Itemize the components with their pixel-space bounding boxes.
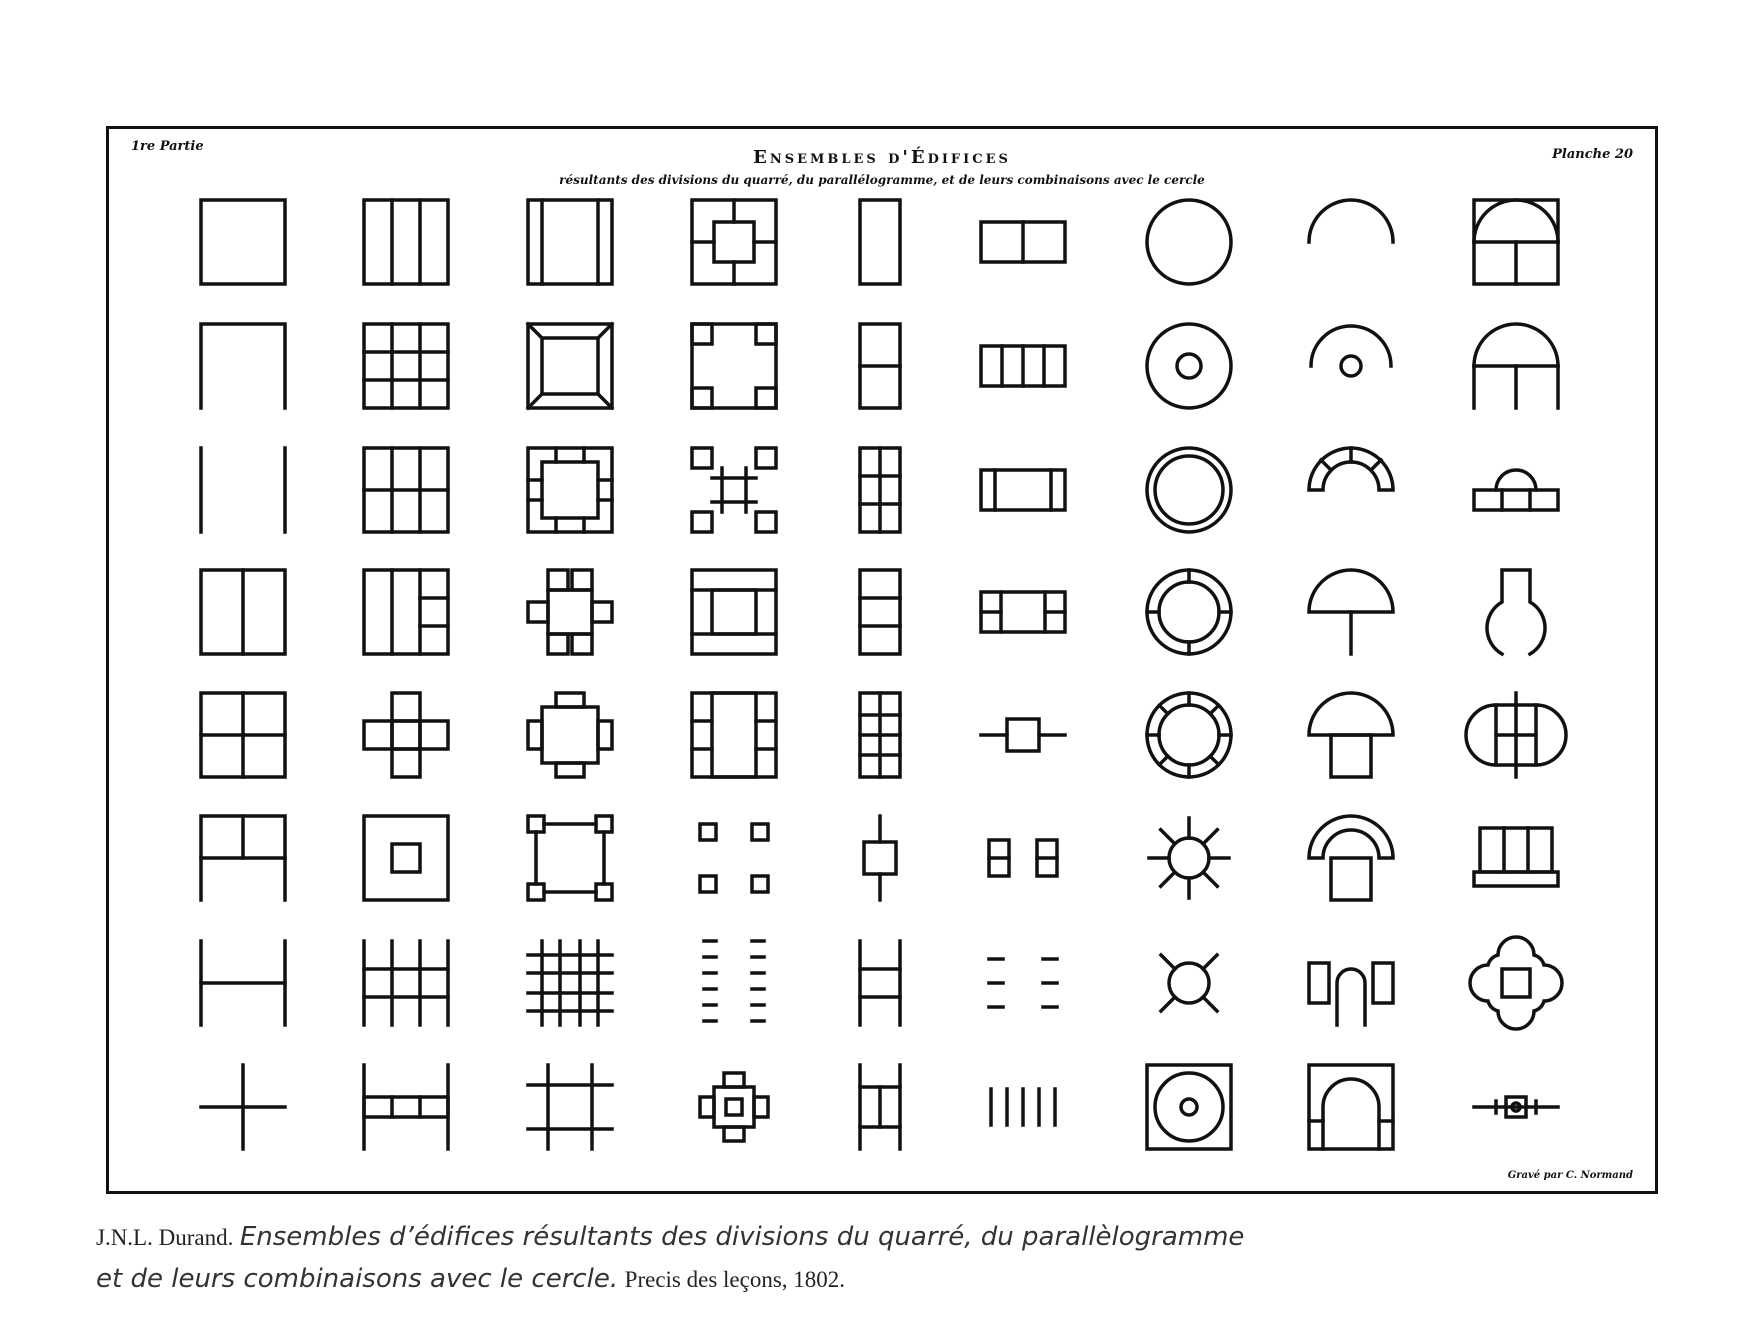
plan-square-split-grid [364, 570, 448, 654]
plan-corner-pavilions [528, 816, 612, 900]
plan-court-ring-rooms [528, 448, 612, 532]
plan-oval-cross [1466, 693, 1566, 777]
caption-author: J.N.L. Durand. [96, 1225, 234, 1250]
plan-small-dome-block [1474, 470, 1558, 510]
plan-cross-lines [201, 1065, 285, 1149]
plan-mushroom [1309, 693, 1393, 777]
plan-arch-pavilion [1309, 816, 1393, 900]
plan-tall-rect-rooms [860, 570, 900, 654]
plan-arc-with-dot [1311, 326, 1391, 376]
plan-hash-grid [528, 941, 612, 1025]
plan-diamond-axis [864, 816, 896, 900]
plan-square-3-bays-narrow [528, 200, 612, 284]
plan-square-3-bays [364, 200, 448, 284]
plan-bays-between-posts [364, 1065, 448, 1149]
plan-tall-grid [860, 448, 900, 532]
plan-five-lines [991, 1089, 1055, 1125]
plate-series: 1re Partie [131, 139, 204, 154]
plan-cross-court [692, 324, 776, 408]
plan-square-quarters [201, 693, 285, 777]
plan-court-side-rooms [692, 693, 776, 777]
plan-quatrefoil [1470, 937, 1562, 1029]
plan-tall-rect [860, 200, 900, 284]
plan-pedestal [1474, 828, 1558, 886]
plan-square-ring-rooms [528, 324, 612, 408]
caption [96, 1216, 1596, 1300]
plan-grid-2x3 [364, 448, 448, 532]
plan-two-walls [201, 448, 285, 532]
plan-court-perimeter [692, 570, 776, 654]
plan-apse-wings [1309, 963, 1393, 1025]
plate-engraver: Gravé par C. Normand [1507, 1170, 1633, 1181]
caption-source: Precis des leçons, 1802. [624, 1267, 846, 1292]
plan-greek-cross [364, 693, 448, 777]
plan-cross-rooms [528, 570, 612, 654]
plan-square-center-court [692, 200, 776, 284]
plan-ornament [1474, 1097, 1558, 1117]
plan-half-dome-square [1474, 200, 1558, 284]
plan-square-circle-dot [1147, 1065, 1231, 1149]
plan-tall-double-grid [860, 693, 900, 777]
plan-cross-circle [1161, 955, 1217, 1011]
plan-ring-circle [1147, 324, 1231, 408]
plan-square-apse [1309, 1065, 1393, 1149]
plate-title: Ensembles d'Édifices [753, 147, 1011, 168]
plan-four-pavilions [700, 824, 768, 892]
plan-twin-pavilions [989, 840, 1057, 876]
plan-half-dome-columns [1474, 324, 1558, 408]
plan-hash-square [528, 1065, 612, 1149]
plan-double-rect [981, 222, 1065, 262]
plan-pavilion-cluster [692, 448, 776, 532]
caption-title-line1: Ensembles d’édifices résultants des divisions du quarré, du parallèlogramme [239, 1222, 1245, 1252]
plan-square [201, 200, 285, 284]
plate-number: Planche 20 [1552, 147, 1633, 162]
plan-ladder [860, 941, 900, 1025]
plan-rect-end-rooms [981, 592, 1065, 632]
plan-square-split [201, 570, 285, 654]
plan-grid-3x3 [364, 324, 448, 408]
plan-segmented-arch [1309, 448, 1393, 490]
plan-rect-4-bays [981, 346, 1065, 386]
plan-double-ring [1147, 448, 1231, 532]
plan-dashed-columns [704, 941, 764, 1021]
plan-segmented-ring [1147, 693, 1231, 777]
plate-subtitle: résultants des divisions du quarré, du parallélogramme, et de leurs combinaisons avec le cercle [559, 173, 1205, 187]
plan-tall-grid-2 [860, 1065, 900, 1149]
plan-cross-square [528, 693, 612, 777]
plan-circle [1147, 200, 1231, 284]
plan-ring-spokes [1147, 570, 1231, 654]
plan-open-square [201, 324, 285, 408]
plan-h-frame [201, 941, 285, 1025]
plan-semicircle-arc [1309, 200, 1393, 242]
plan-nested-square [364, 816, 448, 900]
caption-title-line2: et de leurs combinaisons avec le cercle. [96, 1264, 619, 1294]
plan-open-square-split [201, 816, 285, 900]
plan-cross-pavilion [700, 1073, 768, 1141]
plan-umbrella [1309, 570, 1393, 654]
plan-small-square-arms [981, 719, 1065, 751]
plan-rect-3-bays [981, 470, 1065, 510]
plan-dash-pairs [989, 959, 1057, 1007]
plan-keyhole [1487, 570, 1545, 654]
plan-tall-rect-split [860, 324, 900, 408]
plan-grid-lines [364, 941, 448, 1025]
plan-star-circle [1149, 818, 1229, 898]
